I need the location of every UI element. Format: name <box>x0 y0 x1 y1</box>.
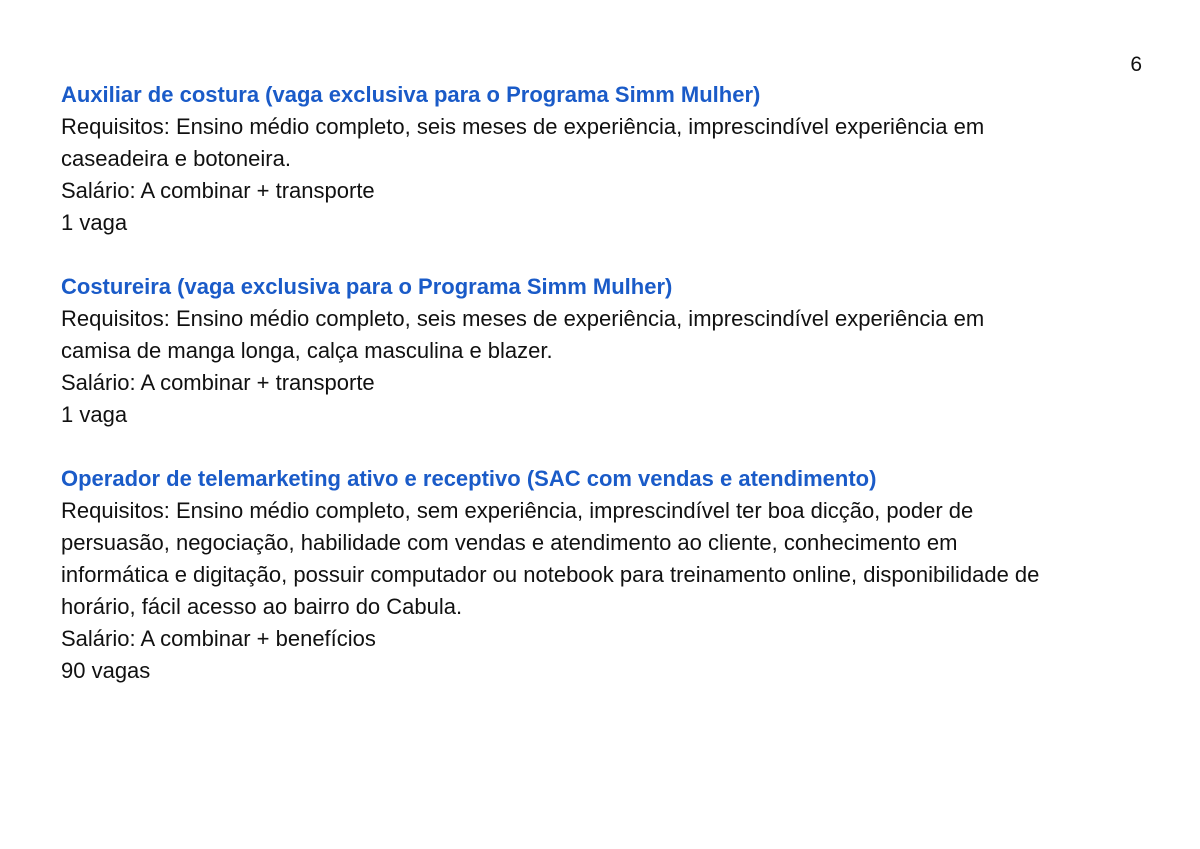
job-requirements-line: Requisitos: Ensino médio completo, sem experiência, imprescindível ter boa dicção, poder de <box>61 498 974 523</box>
job-requirements-line: Requisitos: Ensino médio completo, seis meses de experiência, imprescindível experiência em <box>61 306 985 331</box>
job-requirements-line: camisa de manga longa, calça masculina e blazer. <box>61 338 553 363</box>
job-listing-operador-de-telemarketing <box>61 463 1161 687</box>
job-openings: 90 vagas <box>61 658 151 683</box>
job-salary: Salário: A combinar + transporte <box>61 370 375 395</box>
page-number: 6 <box>1130 53 1142 76</box>
job-salary: Salário: A combinar + benefícios <box>61 626 376 651</box>
job-requirements-line: persuasão, negociação, habilidade com vendas e atendimento ao cliente, conhecimento em <box>61 530 958 555</box>
job-requirements-line: Requisitos: Ensino médio completo, seis meses de experiência, imprescindível experiência em <box>61 114 985 139</box>
job-listing-costureira <box>61 271 1161 431</box>
job-title: Costureira (vaga exclusiva para o Programa Simm Mulher) <box>61 274 673 299</box>
job-requirements-line: caseadeira e botoneira. <box>61 146 291 171</box>
job-requirements-line: informática e digitação, possuir computador ou notebook para treinamento online, disponibilidade de <box>61 562 1040 587</box>
job-title: Operador de telemarketing ativo e receptivo (SAC com vendas e atendimento) <box>61 466 877 491</box>
job-title: Auxiliar de costura (vaga exclusiva para o Programa Simm Mulher) <box>61 82 761 107</box>
job-requirements-line: horário, fácil acesso ao bairro do Cabula. <box>61 594 463 619</box>
job-openings: 1 vaga <box>61 402 128 427</box>
job-openings: 1 vaga <box>61 210 128 235</box>
job-salary: Salário: A combinar + transporte <box>61 178 375 203</box>
job-listing-auxiliar-de-costura <box>61 79 1161 239</box>
job-listings <box>61 79 1161 719</box>
